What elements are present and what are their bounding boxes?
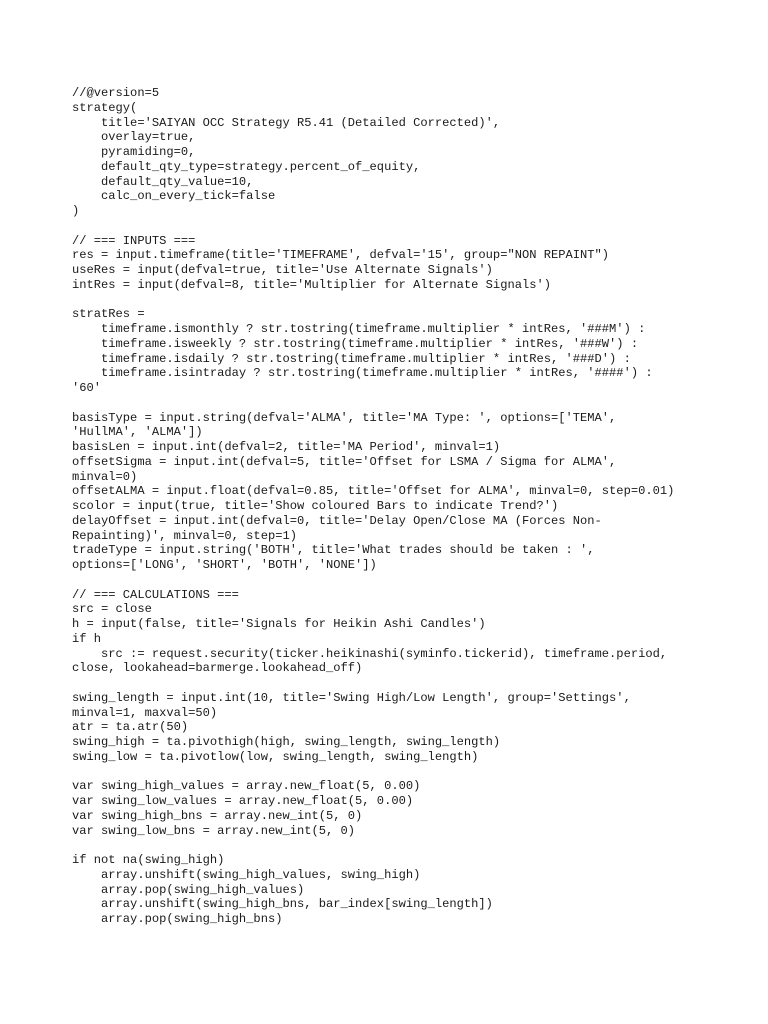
blank-line — [72, 838, 752, 853]
code-line: var swing_low_bns = array.new_int(5, 0) — [72, 823, 356, 838]
code-line: close, lookahead=barmerge.lookahead_off) — [72, 661, 363, 676]
code-line: stratRes = — [72, 307, 145, 322]
code-line: useRes = input(defval=true, title='Use Alternate Signals') — [72, 263, 493, 277]
code-line: offsetSigma = input.int(defval=5, title='Offset for LSMA / Sigma for ALMA', — [72, 454, 617, 469]
blank-line — [72, 396, 752, 411]
blank-line — [72, 219, 752, 234]
code-line: basisLen = input.int(defval=2, title='MA Period', minval=1) — [72, 440, 501, 454]
code-line: calc_on_every_tick=false — [72, 189, 276, 204]
code-line: atr = ta.atr(50) — [72, 720, 189, 735]
code-line: delayOffset = input.int(defval=0, title='Delay Open/Close MA (Forces Non- — [72, 513, 602, 528]
blank-line — [72, 676, 752, 691]
code-line: overlay=true, — [72, 130, 196, 145]
code-line: //@version=5 — [72, 86, 160, 100]
code-line: minval=0) — [72, 469, 138, 484]
code-line: res = input.timeframe(title='TIMEFRAME', defval='15', group="NON REPAINT") — [72, 248, 610, 263]
code-line: tradeType = input.string('BOTH', title='What trades should be taken : ', — [72, 543, 595, 558]
code-line: timeframe.isintraday ? str.tostring(timeframe.multiplier * intRes, '####') : — [72, 366, 653, 381]
code-line: timeframe.isweekly ? str.tostring(timeframe.multiplier * intRes, '###W') : — [72, 336, 639, 351]
code-line: pyramiding=0, — [72, 145, 196, 159]
code-line: minval=1, maxval=50) — [72, 705, 218, 720]
code-line: options=['LONG', 'SHORT', 'BOTH', 'NONE']) — [72, 558, 377, 572]
code-line: default_qty_type=strategy.percent_of_equity, — [72, 159, 421, 174]
section-comment: // === CALCULATIONS === — [72, 587, 239, 602]
code-line: scolor = input(true, title='Show coloured Bars to indicate Trend?') — [72, 499, 559, 513]
section-comment: // === INPUTS === — [72, 233, 196, 248]
code-line: Repainting)', minval=0, step=1) — [72, 528, 297, 543]
code-line: src := request.security(ticker.heikinashi(syminfo.tickerid), timeframe.period, — [72, 646, 668, 661]
code-line: basisType = input.string(defval='ALMA', title='MA Type: ', options=['TEMA', — [72, 410, 617, 425]
code-line: strategy( — [72, 100, 138, 115]
code-line: var swing_high_bns = array.new_int(5, 0) — [72, 808, 363, 823]
code-line: timeframe.ismonthly ? str.tostring(timeframe.multiplier * intRes, '###M') : — [72, 322, 646, 336]
code-block — [72, 86, 752, 927]
code-line: swing_low = ta.pivotlow(low, swing_length, swing_length) — [72, 749, 479, 764]
blank-line — [72, 573, 752, 588]
code-line: ) — [72, 204, 80, 218]
code-line: h = input(false, title='Signals for Heikin Ashi Candles') — [72, 617, 486, 631]
code-line: array.unshift(swing_high_bns, bar_index[swing_length]) — [72, 897, 493, 912]
code-line: src = close — [72, 602, 152, 617]
blank-line — [72, 765, 752, 780]
code-line: array.pop(swing_high_values) — [72, 882, 305, 897]
code-line: if h — [72, 631, 102, 646]
code-line: var swing_high_values = array.new_float(5, 0.00) — [72, 779, 421, 794]
code-line: if not na(swing_high) — [72, 853, 225, 867]
code-line: array.unshift(swing_high_values, swing_high) — [72, 867, 421, 882]
code-line: swing_length = input.int(10, title='Swing High/Low Length', group='Settings', — [72, 690, 631, 705]
code-line: intRes = input(defval=8, title='Multiplier for Alternate Signals') — [72, 277, 551, 292]
code-line: 'HullMA', 'ALMA']) — [72, 425, 203, 440]
code-line: '60' — [72, 381, 102, 395]
code-line: var swing_low_values = array.new_float(5, 0.00) — [72, 794, 414, 808]
code-line: title='SAIYAN OCC Strategy R5.41 (Detailed Corrected)', — [72, 115, 501, 130]
code-line: default_qty_value=10, — [72, 174, 254, 189]
code-line: array.pop(swing_high_bns) — [72, 912, 283, 926]
code-line: swing_high = ta.pivothigh(high, swing_length, swing_length) — [72, 735, 501, 749]
blank-line — [72, 293, 752, 308]
code-line: offsetALMA = input.float(defval=0.85, title='Offset for ALMA', minval=0, step=0.01) — [72, 484, 675, 499]
code-line: timeframe.isdaily ? str.tostring(timeframe.multiplier * intRes, '###D') : — [72, 351, 631, 366]
